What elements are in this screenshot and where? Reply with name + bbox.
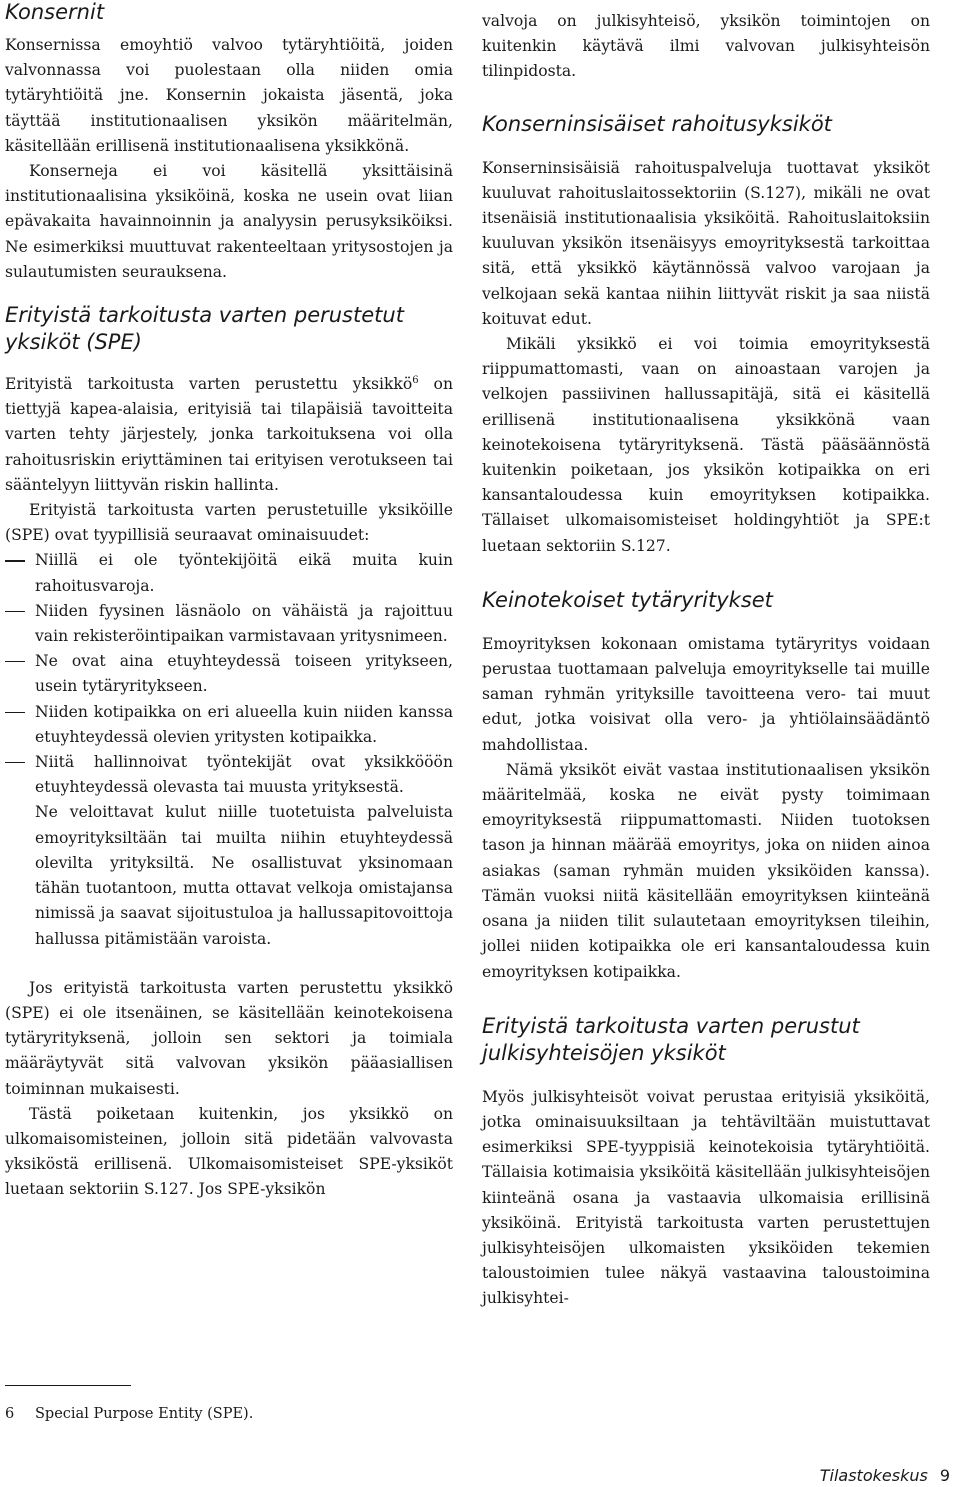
publisher-name: Tilastokeskus: [819, 1466, 928, 1485]
paragraph: Erityistä tarkoitusta varten perustetuille yksiköille (SPE) ovat tyypillisiä seuraavat ominaisuudet:: [5, 501, 453, 545]
heading-spe: Erityistä tarkoitusta varten perustetut yksiköt (SPE): [5, 303, 404, 355]
list-item: Niitä hallinnoivat työntekijät ovat yksikkööön etuyhteydessä olevasta tai muusta yrityksestä.: [5, 750, 453, 800]
paragraph-text: on tiettyjä kapea-alaisia, erityisiä tai tilapäisiä tavoitteita varten tehty järjestely, jonka tarkoituksena voi olla rahoitusriskin eriyttäminen tai erityisen verotukseen tai sääntelyyn liittyvän riskin hallinta.: [5, 375, 453, 494]
footnote-number: 6: [5, 1406, 15, 1422]
paragraph: [5, 372, 453, 498]
heading-keinotekoiset: Keinotekoiset tytäryritykset: [482, 587, 773, 612]
paragraph: Konserneja ei voi käsitellä yksittäisinä institutionaalisina yksiköinä, koska ne usein ovat liian epävakaita havainnoinnin ja analyysin perusyksiköiksi. Ne esimerkiksi muuttuvat rakenteeltaan yritysostojen ja sulautumisten seurauksena.: [5, 162, 453, 281]
list-continuation: Ne veloittavat kulut niille tuotetuista palveluista emoyrityksiltään tai muilta niihin etuyhteydessä olevilta yrityksiltä. Ne osallistuvat yksinomaan tähän tuotantoon, mutta ottavat velkoja omistajansa nimissä ja saavat sijoitustuloa ja hallussapitovoittoja hallussa pitämistään varoista.: [35, 803, 453, 948]
list-item: Niiden kotipaikka on eri alueella kuin niiden kanssa etuyhteydessä olevien yritysten kotipaikka.: [5, 700, 453, 750]
paragraph: Emoyrityksen kokonaan omistama tytäryritys voidaan perustaa tuottamaan palveluja emoyritykselle tai muille saman ryhmän yrityksille tavoitteena vero- tai muut edut, jotka voisivat olla vero- ja yhtiölainsäädäntö mahdollistaa.: [482, 634, 930, 754]
footnote: [5, 1404, 605, 1424]
paragraph: Konserninsisäisiä rahoituspalveluja tuottavat yksiköt kuuluvat rahoituslaitossektoriin (S.127), mikäli ne ovat itsenäisiä institutionaalisia yksiköitä. Rahoituslaitoksiin kuuluvan yksikön itsenäisyys emoyrityksestä tarkoittaa sitä, että yksikkö käytännössä valvoo varojaan ja velkojaan sekä kantaa niihin liittyvät riskit ja saa niistä koituvat edut.: [482, 158, 930, 328]
heading-insisaiset: Konserninsisäiset rahoitusyksiköt: [482, 111, 832, 136]
paragraph: Mikäli yksikkö ei voi toimia emoyrityksestä riippumattomasti, vaan on ainoastaan varojen ja velkojen passiivinen hallussapitäjä, sitä ei käsitellä erillisenä institutionaalisena yksikkönä vaan keinotekoisena tytäryrityksenä. Tästä pääsäännöstä kuitenkin poiketaan, jos yksikön kotipaikka on eri kansantaloudessa kuin emoyrityksen kotipaikka. Tällaiset ulkomaisomisteiset holdingyhtiöt ja SPE:t luetaan sektoriin S.127.: [482, 335, 930, 555]
paragraph: Myös julkisyhteisöt voivat perustaa erityisiä yksiköitä, jotka ominaisuuksiltaan ja tehtäviltään muistuttavat esimerkiksi SPE-tyyppisiä keinotekoisia tytäryhtiöitä. Tällaisia kotimaisia yksiköitä käsitellään julkisyhteisöjen kiinteänä osana ja vastaavia ulkomaisia erillisinä yksiköinä. Erityistä tarkoitusta varten perustettujen julkisyhteisöjen ulkomaisten yksiköiden tekemien taloustoimien tulee näkyä vastaavina taloustoimina julkisyhtei-: [482, 1087, 930, 1308]
right-column: [482, 0, 930, 1312]
list-item: Niiden fyysinen läsnäolo on vähäistä ja rajoittuu vain rekisteröintipaikan varmistavaan yritysnimeen.: [5, 599, 453, 649]
paragraph: valvoja on julkisyhteisö, yksikön toimintojen on kuitenkin käytävä ilmi valvovan julkisyhteisön tilinpidosta.: [482, 12, 930, 81]
paragraph: Nämä yksiköt eivät vastaa institutionaalisen yksikön määritelmää, koska ne eivät pysty toimimaan emoyrityksestä riippumattomasti. Niiden tuotoksen tason ja hinnan määrää emoyritys, joka on niiden ainoa asiakas (saman ryhmän muiden yksiköiden kanssa). Tämän vuoksi niitä käsitellään emoyrityksen kiinteänä osana ja niiden tilit sulautetaan emoyrityksen tileihin, jollei niiden kotipaikka ole eri kansantaloudessa kuin emoyrityksen kotipaikka.: [482, 760, 930, 981]
list-item: Niillä ei ole työntekijöitä eikä muita kuin rahoitusvaroja.: [5, 548, 453, 598]
heading-julkis: Erityistä tarkoitusta varten perustut julkisyhteisöjen yksiköt: [482, 1013, 860, 1065]
footnote-divider: [5, 1385, 131, 1386]
left-column: [5, 0, 453, 1203]
heading-konsernit: Konsernit: [5, 0, 105, 24]
page-footer: [820, 1466, 950, 1486]
list-item: Ne ovat aina etuyhteydessä toiseen yritykseen, usein tytäryritykseen.: [5, 649, 453, 699]
paragraph: Konsernissa emoyhtiö valvoo tytäryhtiöitä, joiden valvonnassa voi puolestaan olla niiden omia tytäryhtiöitä jne. Konsernin jokaista jäsentä, joka täyttää institutionaalisen yksikön määritelmän, käsitellään erillisenä institutionaalisena yksikkönä.: [5, 36, 453, 155]
spe-characteristics-list: [5, 548, 453, 800]
paragraph-text: Erityistä tarkoitusta varten perustettu yksikkö: [5, 375, 413, 394]
footnote-reference: 6: [412, 374, 419, 386]
footnote-text: Special Purpose Entity (SPE).: [35, 1406, 254, 1422]
paragraph: Tästä poiketaan kuitenkin, jos yksikkö on ulkomaisomisteinen, jolloin sitä pidetään valvovasta yksiköstä erillisenä. Ulkomaisomisteiset SPE-yksiköt luetaan sektoriin S.127. Jos SPE-yksikön: [5, 1104, 453, 1199]
page-number: 9: [939, 1466, 950, 1485]
paragraph: Jos erityistä tarkoitusta varten perustettu yksikkö (SPE) ei ole itsenäinen, se käsitellään keinotekoisena tytäryrityksenä, jolloin sen sektori ja toimiala määräytyvät sitä valvovan yksikön pääasiallisen toiminnan mukaisesti.: [5, 978, 453, 1098]
